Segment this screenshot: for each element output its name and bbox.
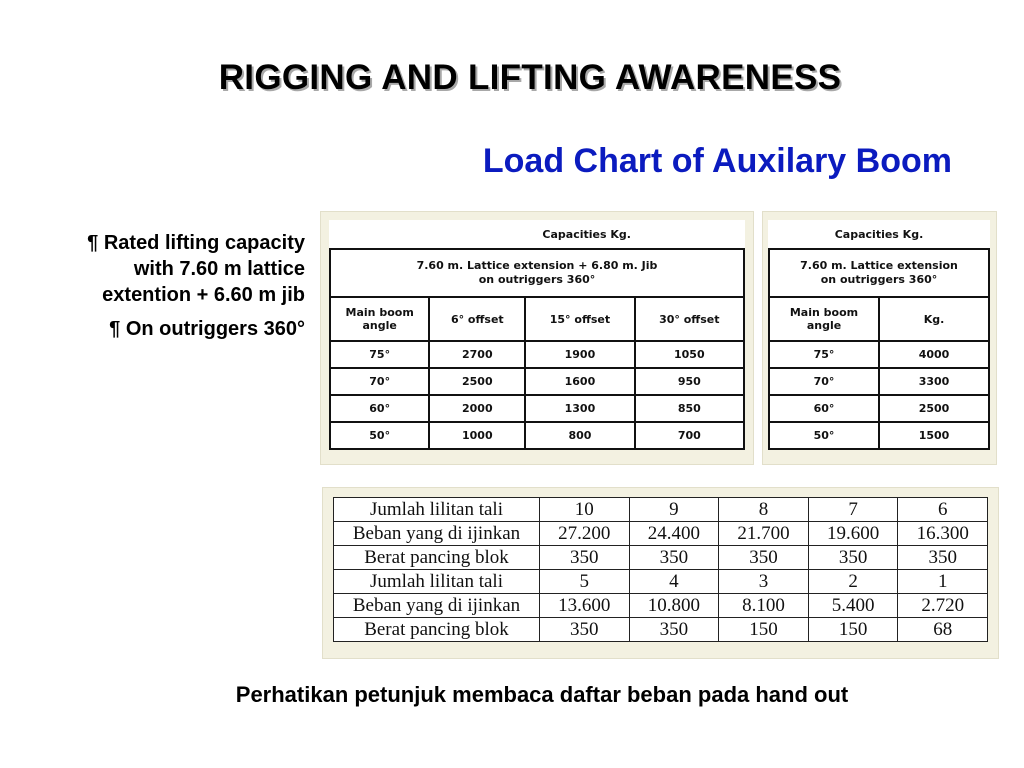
table-cell: 21.700 bbox=[719, 522, 809, 546]
angle-cell: 70° bbox=[330, 368, 429, 395]
value-cell: 800 bbox=[525, 422, 634, 449]
table-cell: 6 bbox=[898, 498, 988, 522]
table-row bbox=[330, 368, 744, 395]
value-cell: 1600 bbox=[525, 368, 634, 395]
table-cell: 350 bbox=[629, 618, 719, 642]
table-row bbox=[330, 395, 744, 422]
extension-header bbox=[330, 249, 744, 297]
col-angle-line-2: angle bbox=[806, 319, 842, 332]
table-cell: 350 bbox=[898, 546, 988, 570]
capacities-label: Capacities Kg. bbox=[542, 227, 631, 241]
table-cell: 9 bbox=[629, 498, 719, 522]
table-row bbox=[334, 546, 988, 570]
value-cell: 2700 bbox=[429, 341, 525, 368]
table-cell: 16.300 bbox=[898, 522, 988, 546]
row-label: Jumlah lilitan tali bbox=[334, 498, 540, 522]
table-row bbox=[769, 395, 989, 422]
col-offset-6: 6° offset bbox=[429, 297, 525, 341]
value-cell: 1000 bbox=[429, 422, 525, 449]
extension-line-1: 7.60 m. Lattice extension bbox=[800, 259, 958, 272]
footer-note: Perhatikan petunjuk membaca daftar beban pada hand out bbox=[235, 682, 849, 707]
table-cell: 19.600 bbox=[808, 522, 898, 546]
angle-cell: 50° bbox=[330, 422, 429, 449]
table-cell: 1 bbox=[898, 570, 988, 594]
value-cell: 2500 bbox=[879, 395, 989, 422]
table-cell: 8 bbox=[719, 498, 809, 522]
row-label: Beban yang di ijinkan bbox=[334, 522, 540, 546]
row-label: Berat pancing blok bbox=[334, 546, 540, 570]
value-cell: 2500 bbox=[429, 368, 525, 395]
bullet-rated-capacity: ¶ Rated lifting capacity with 7.60 m lattice extention + 6.60 m jib bbox=[87, 232, 305, 306]
table-cell: 8.100 bbox=[719, 594, 809, 618]
angle-cell: 50° bbox=[769, 422, 879, 449]
table-cell: 5 bbox=[540, 570, 630, 594]
value-cell: 3300 bbox=[879, 368, 989, 395]
table-cell: 7 bbox=[808, 498, 898, 522]
bullet-outriggers: ¶ On outriggers 360° bbox=[109, 318, 305, 340]
value-cell: 2000 bbox=[429, 395, 525, 422]
table-cell: 24.400 bbox=[629, 522, 719, 546]
extension-line-2: on outriggers 360° bbox=[478, 273, 596, 286]
col-angle-line-1: Main boom bbox=[345, 306, 414, 319]
extension-header bbox=[769, 249, 989, 297]
angle-cell: 60° bbox=[330, 395, 429, 422]
table-cell: 2 bbox=[808, 570, 898, 594]
table-cell: 2.720 bbox=[898, 594, 988, 618]
table-cell: 350 bbox=[540, 546, 630, 570]
value-cell: 700 bbox=[635, 422, 744, 449]
angle-cell: 75° bbox=[769, 341, 879, 368]
table-cell: 68 bbox=[898, 618, 988, 642]
bullet-list bbox=[65, 230, 305, 350]
table-row bbox=[330, 341, 744, 368]
extension-line-2: on outriggers 360° bbox=[820, 273, 938, 286]
row-label: Beban yang di ijinkan bbox=[334, 594, 540, 618]
capacities-label: Capacities Kg. bbox=[834, 227, 924, 241]
table-row bbox=[334, 522, 988, 546]
extension-line-1: 7.60 m. Lattice extension + 6.80 m. Jib bbox=[416, 259, 658, 272]
table-row bbox=[334, 498, 988, 522]
col-main-boom-angle bbox=[769, 297, 879, 341]
value-cell: 1300 bbox=[525, 395, 634, 422]
table-cell: 150 bbox=[719, 618, 809, 642]
table-cell: 10 bbox=[540, 498, 630, 522]
table-cell: 3 bbox=[719, 570, 809, 594]
load-chart-lattice-image bbox=[762, 211, 997, 465]
reeving-table-image bbox=[322, 487, 999, 659]
col-offset-30: 30° offset bbox=[635, 297, 744, 341]
value-cell: 1050 bbox=[635, 341, 744, 368]
col-kg: Kg. bbox=[879, 297, 989, 341]
table-cell: 350 bbox=[719, 546, 809, 570]
capacities-label bbox=[330, 220, 429, 249]
table-cell: 13.600 bbox=[540, 594, 630, 618]
table-cell: 4 bbox=[629, 570, 719, 594]
value-cell: 4000 bbox=[879, 341, 989, 368]
angle-cell: 70° bbox=[769, 368, 879, 395]
table-cell: 27.200 bbox=[540, 522, 630, 546]
table-cell: 350 bbox=[629, 546, 719, 570]
load-chart-lattice-table bbox=[768, 220, 990, 450]
value-cell: 850 bbox=[635, 395, 744, 422]
load-chart-jib-table bbox=[329, 220, 745, 450]
load-chart-jib-image bbox=[320, 211, 754, 465]
slide-subtitle: Load Chart of Auxilary Boom bbox=[482, 142, 952, 180]
table-cell: 150 bbox=[808, 618, 898, 642]
reeving-table bbox=[333, 497, 988, 642]
table-row bbox=[334, 594, 988, 618]
value-cell: 950 bbox=[635, 368, 744, 395]
table-row bbox=[334, 618, 988, 642]
row-label: Jumlah lilitan tali bbox=[334, 570, 540, 594]
row-label: Berat pancing blok bbox=[334, 618, 540, 642]
angle-cell: 75° bbox=[330, 341, 429, 368]
col-angle-line-2: angle bbox=[362, 319, 397, 332]
table-row bbox=[769, 341, 989, 368]
table-row bbox=[334, 570, 988, 594]
table-row bbox=[769, 368, 989, 395]
angle-cell: 60° bbox=[769, 395, 879, 422]
value-cell: 1900 bbox=[525, 341, 634, 368]
table-cell: 350 bbox=[808, 546, 898, 570]
col-offset-15: 15° offset bbox=[525, 297, 634, 341]
slide-title: RIGGING AND LIFTING AWARENESS bbox=[218, 58, 842, 97]
table-cell: 10.800 bbox=[629, 594, 719, 618]
col-angle-line-1: Main boom bbox=[789, 306, 859, 319]
table-row bbox=[330, 422, 744, 449]
table-cell: 350 bbox=[540, 618, 630, 642]
col-main-boom-angle bbox=[330, 297, 429, 341]
table-row bbox=[769, 422, 989, 449]
value-cell: 1500 bbox=[879, 422, 989, 449]
table-cell: 5.400 bbox=[808, 594, 898, 618]
